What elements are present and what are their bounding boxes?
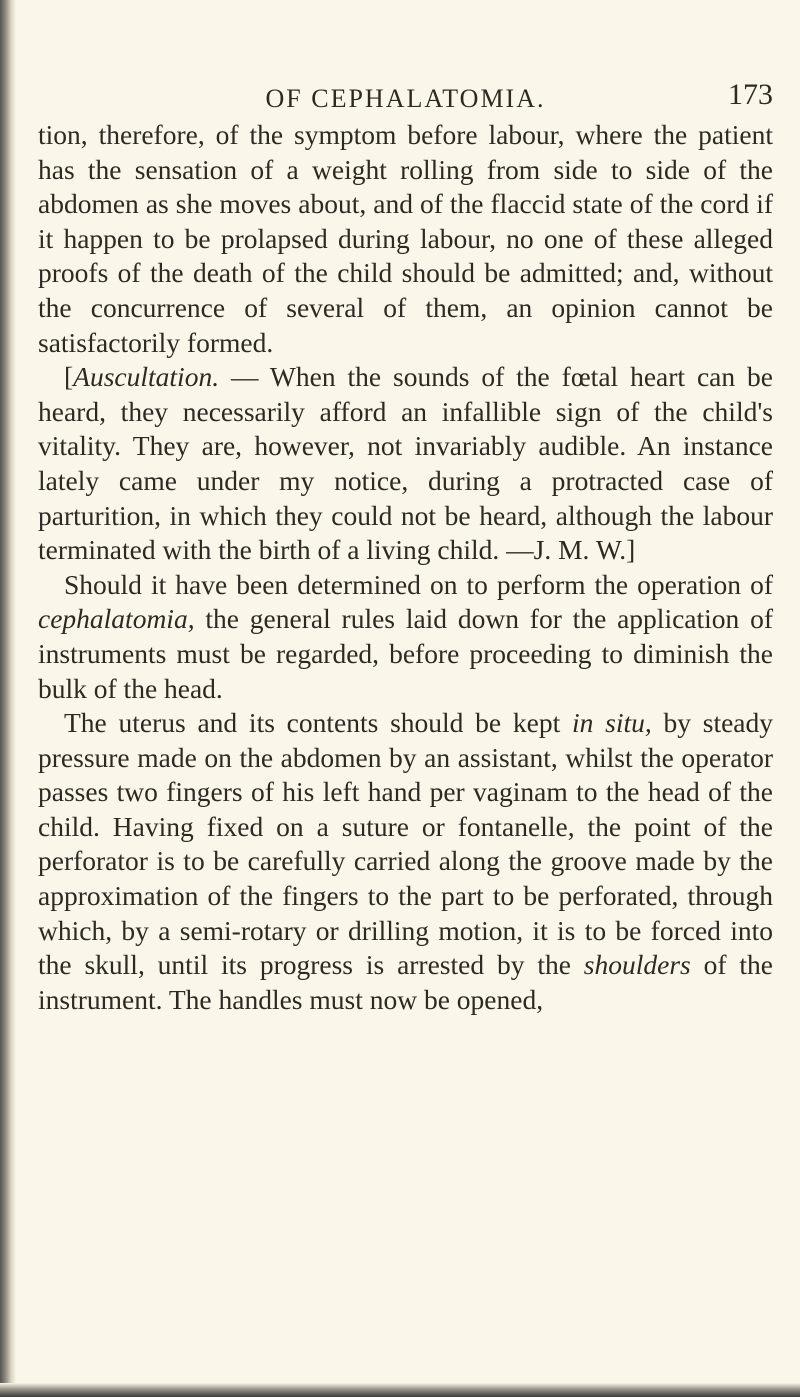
paragraph-text: by steady pressure made on the abdomen by an assistant, whilst the operator passes two fingers of his left hand per vaginam to the head of the child. Having fixed on a suture or fontanelle, the point of the perforator is to be carefully carried along the groove made by the approximation of the fingers to the part to be perforated, through which, by a semi-rotary or drilling motion, it is to be forced into the skull, until its progress is arrested by the <box>38 707 774 981</box>
page-bottom-edge <box>0 1383 800 1397</box>
paragraph-operation <box>38 568 773 706</box>
running-head <box>38 74 773 118</box>
paragraph-auscultation-note <box>38 360 773 568</box>
book-page <box>38 74 773 1017</box>
paragraph-death-signs <box>38 118 773 360</box>
italic-term: shoulders <box>583 949 691 981</box>
note-open-bracket: [ <box>64 361 74 393</box>
body-text <box>38 118 773 1017</box>
note-label: Auscultation. <box>73 361 220 393</box>
page-number: 173 <box>728 78 773 111</box>
italic-term: cephalatomia, <box>38 603 195 635</box>
paragraph-text: of the instrument. The handles must now be opened, <box>38 949 773 1015</box>
book-spine-shadow <box>0 0 16 1397</box>
paragraph-text: the general rules laid down for the application of instruments must be regarded, before proceeding to diminish the bulk of the head. <box>38 603 773 704</box>
running-head-title: OF CEPHALATOMIA. <box>265 84 546 113</box>
paragraph-uterus <box>38 706 773 1017</box>
paragraph-text: The uterus and its contents should be kept <box>64 707 572 739</box>
paragraph-text: Should it have been determined on to perform the operation of <box>64 568 773 600</box>
paragraph-text: — When the sounds of the fœtal heart can be heard, they necessarily afford an infallible sign of the child's vitality. They are, however, not invariably audible. An instance lately came under my notice, during a protracted case of parturition, in which they could not be heard, although the labour terminated with the birth of a living child. —J. M. W.] <box>38 361 773 566</box>
italic-term: in situ, <box>571 707 652 739</box>
paragraph-text: tion, therefore, of the symptom before labour, where the patient has the sensation of a weight rolling from side to side of the abdomen as she moves about, and of the flaccid state of the cord if it happen to be prolapsed during labour, no one of these alleged proofs of the death of the child should be admitted; and, without the concurrence of several of them, an opinion cannot be satisfactorily formed. <box>38 119 773 358</box>
